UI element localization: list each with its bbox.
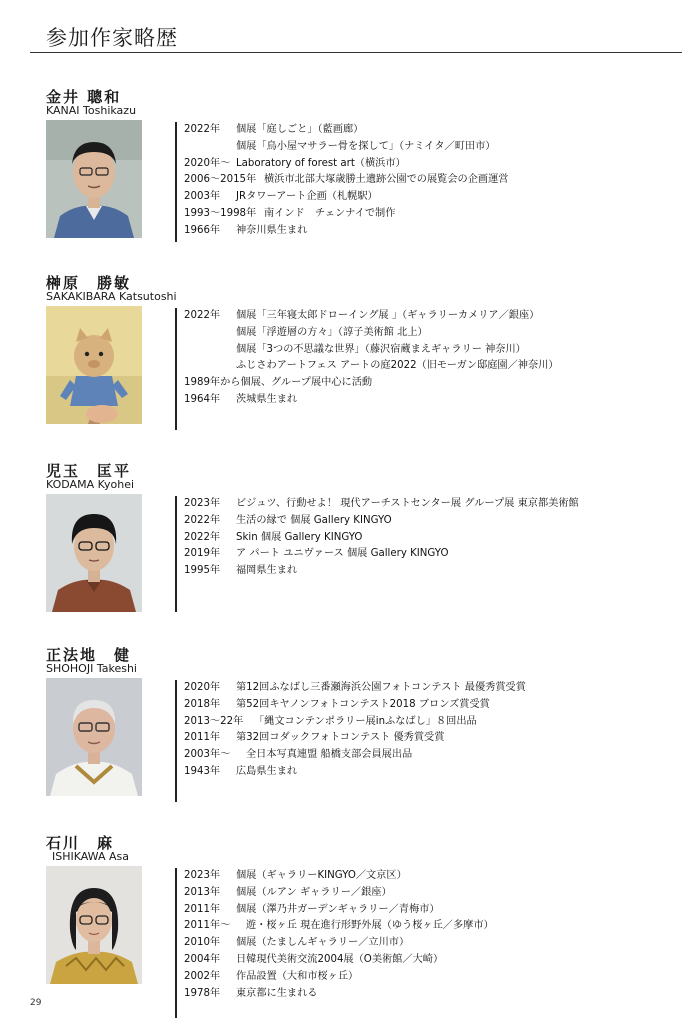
bio-entry	[184, 902, 494, 919]
bio-entry	[184, 325, 559, 342]
timeline-line	[175, 680, 177, 802]
page-number: 29	[30, 998, 42, 1008]
timeline-line	[175, 308, 177, 430]
bio-text: JRタワーアート企画（札幌駅）	[236, 191, 378, 203]
bio-text: 個展（ギャラリーKINGYO／文京区）	[236, 870, 407, 881]
bio-text: ビジュツ、行動せよ！ 現代アーチストセンター展 グループ展 東京都美術館	[236, 498, 579, 509]
artist-photo	[46, 866, 142, 984]
bio-text: 全日本写真連盟 船橋支部会員展出品	[246, 749, 413, 761]
bio-text: 第12回ふなばし三番瀬海浜公園フォトコンテスト 最優秀賞受賞	[236, 682, 526, 693]
bio-text: 個展「鳥小屋マサラー骨を探して」（ナミイタ／町田市）	[236, 140, 496, 152]
bio-text: 個展（たましんギャラリー／立川市）	[236, 937, 410, 949]
bio-text: ふじさわアートフェス アートの庭2022（旧モーガン邸庭園／神奈川）	[236, 360, 559, 372]
bio-entry	[184, 885, 494, 902]
bio-entry	[184, 764, 526, 781]
bio-year: 2002年	[184, 970, 221, 982]
bio-year: 2013年	[184, 886, 221, 898]
bio-year: 2022年	[184, 124, 221, 135]
timeline-line	[175, 122, 177, 242]
bio-entry	[184, 680, 526, 697]
bio-entry	[184, 156, 509, 173]
page-title: 参加作家略歴	[46, 26, 178, 50]
bio-text: 個展「浮遊層の方々」（諄子美術館 北上）	[236, 326, 428, 338]
bio-year: 2023年	[184, 498, 221, 509]
bio-text: 作品設置（大和市桜ヶ丘）	[236, 970, 359, 982]
bio-text: 茨城県生まれ	[236, 393, 298, 405]
artist-name-en: KODAMA Kyohei	[46, 478, 135, 491]
bio-year: 2004年	[184, 953, 221, 965]
bio-year: 2011年～	[184, 920, 231, 932]
bio-text: 日韓現代美術交流2004展（O美術館／大崎）	[236, 953, 444, 965]
bio-entry	[184, 223, 509, 240]
bio-text: 個展「3つの不思議な世界」（藤沢宿蔵まえギャラリー 神奈川）	[236, 343, 526, 355]
bio-entry	[184, 546, 579, 563]
bio-text: 生活の縁で 個展 Gallery KINGYO	[236, 514, 392, 526]
artist-name-en: SAKAKIBARA Katsutoshi	[46, 290, 177, 303]
artist-photo	[46, 306, 142, 424]
bio-entry	[184, 308, 559, 325]
bio-text: 「縄文コンテンポラリー展inふなばし」８回出品	[254, 715, 477, 727]
bio-year: 2022年	[184, 514, 221, 526]
bio-text: Laboratory of forest art（横浜市）	[236, 157, 406, 169]
bio-year: 1964年	[184, 393, 221, 405]
bio-year: 1966年	[184, 224, 221, 236]
bio-list	[184, 308, 559, 409]
bio-entry	[184, 747, 526, 764]
bio-text: 個展「庭しごと」（藍画廊）	[236, 124, 364, 135]
artist-name-en: ISHIKAWA Asa	[52, 850, 129, 863]
bio-year: 2006～2015年	[184, 174, 257, 186]
bio-text: 個展（澤乃井ガーデンギャラリー／青梅市）	[236, 903, 440, 915]
bio-year: 1993～1998年	[184, 207, 257, 219]
bio-year: 2022年	[184, 310, 221, 321]
bio-entry	[184, 358, 559, 375]
bio-entry	[184, 952, 494, 969]
artist-name-en: SHOHOJI Takeshi	[46, 662, 137, 675]
bio-list	[184, 868, 494, 1002]
bio-year: 2020年～	[184, 157, 231, 169]
title-rule	[30, 52, 682, 53]
artist-name-ja: 児玉 匡平	[46, 462, 132, 480]
bio-year: 2022年	[184, 531, 221, 543]
bio-year: 1989年から個展、グループ展中心に活動	[184, 377, 373, 389]
bio-text: 南インド チェンナイで制作	[264, 207, 396, 219]
bio-text: 東京都に生まれる	[236, 987, 318, 999]
bio-year: 2020年	[184, 682, 221, 693]
bio-entry	[184, 986, 494, 1003]
bio-text: 第32回コダックフォトコンテスト 優秀賞受賞	[236, 732, 445, 744]
bio-entry	[184, 139, 509, 156]
bio-text: 横浜市北部大塚歳勝土遺跡公園での展覧会の企画運営	[264, 174, 509, 186]
bio-list	[184, 122, 509, 240]
bio-entry	[184, 513, 579, 530]
bio-entry	[184, 189, 509, 206]
artist-name-ja: 金井 聰和	[46, 88, 122, 106]
bio-text: 第52回キヤノンフォトコンテスト2018 ブロンズ賞受賞	[236, 698, 490, 710]
timeline-line	[175, 496, 177, 612]
bio-entry	[184, 969, 494, 986]
bio-entry	[184, 496, 579, 513]
bio-entry	[184, 935, 494, 952]
bio-entry	[184, 392, 559, 409]
bio-entry	[184, 730, 526, 747]
bio-entry	[184, 172, 509, 189]
bio-entry	[184, 375, 559, 392]
bio-entry	[184, 918, 494, 935]
bio-year: 2010年	[184, 937, 221, 949]
bio-text: 個展「三年寝太郎ドローイング展 」（ギャラリーカメリア／銀座）	[236, 310, 540, 321]
bio-entry	[184, 868, 494, 885]
bio-text: 福岡県生まれ	[236, 565, 298, 577]
artist-photo	[46, 494, 142, 612]
bio-text: ア パート ユニヴァース 個展 Gallery KINGYO	[236, 548, 449, 560]
bio-year: 2003年～	[184, 749, 231, 761]
bio-text: Skin 個展 Gallery KINGYO	[236, 531, 363, 543]
artist-name-ja: 正法地 健	[46, 646, 132, 664]
bio-entry	[184, 206, 509, 223]
artist-photo	[46, 120, 142, 238]
bio-entry	[184, 563, 579, 580]
artist-name-ja: 石川 麻	[46, 834, 115, 852]
bio-text: 遊・桜ヶ丘 現在進行形野外展（ゆう桜ヶ丘／多摩市）	[246, 920, 494, 932]
artist-photo	[46, 678, 142, 796]
bio-entry	[184, 714, 526, 731]
artist-name-ja: 榊原 勝敏	[46, 274, 132, 292]
bio-year: 1943年	[184, 765, 221, 777]
bio-year: 2019年	[184, 548, 221, 560]
artist-name-en: KANAI Toshikazu	[46, 104, 137, 117]
bio-entry	[184, 530, 579, 547]
bio-entry	[184, 342, 559, 359]
bio-text: 広島県生まれ	[236, 765, 298, 777]
bio-year: 2023年	[184, 870, 221, 881]
bio-year: 2011年	[184, 732, 221, 744]
bio-entry	[184, 122, 509, 139]
bio-list	[184, 496, 579, 580]
bio-text: 個展（ルアン ギャラリー／銀座）	[236, 886, 392, 898]
bio-year: 1995年	[184, 565, 221, 577]
bio-year: 2003年	[184, 191, 221, 203]
bio-year: 2018年	[184, 698, 221, 710]
timeline-line	[175, 868, 177, 1018]
bio-year: 1978年	[184, 987, 221, 999]
bio-list	[184, 680, 526, 781]
bio-entry	[184, 697, 526, 714]
bio-year: 2011年	[184, 903, 221, 915]
bio-text: 神奈川県生まれ	[236, 224, 308, 236]
bio-year: 2013～22年	[184, 715, 244, 727]
